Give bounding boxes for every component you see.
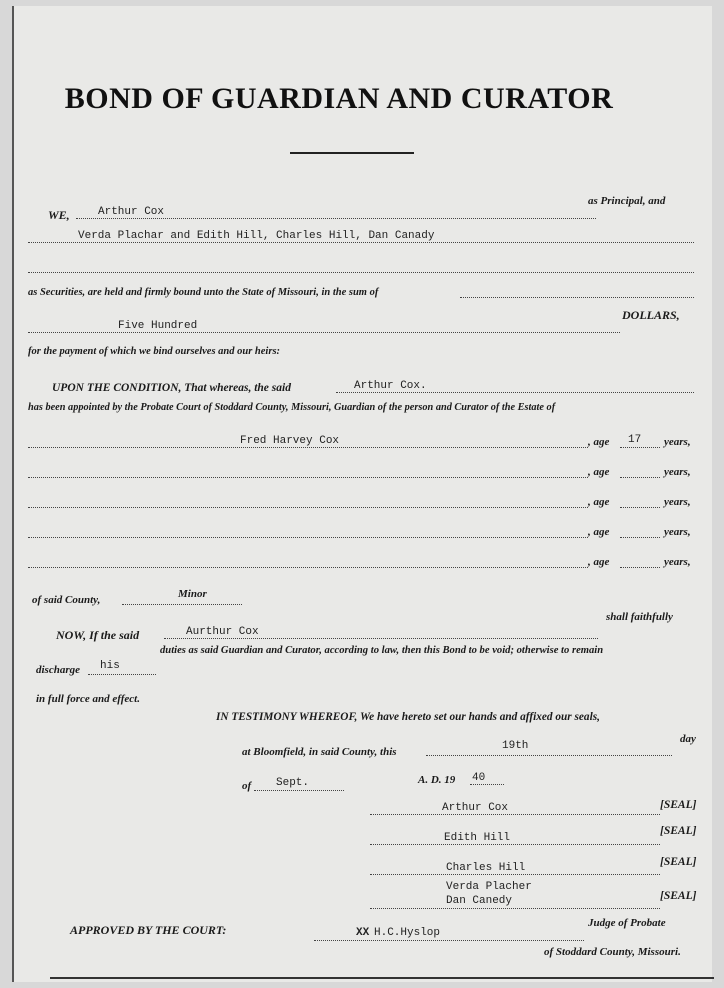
ward-name: Fred Harvey Cox (240, 435, 340, 447)
ward-line-2 (28, 477, 588, 478)
page-title: BOND OF GUARDIAN AND CURATOR (64, 82, 614, 115)
condition-label: UPON THE CONDITION, That whereas, the said (52, 382, 291, 394)
county-text: of Stoddard County, Missouri. (544, 946, 681, 958)
now-label: NOW, If the said (56, 628, 140, 642)
ward-line-5 (28, 567, 588, 568)
signature-1: Arthur Cox (442, 802, 509, 814)
age-label-5: , age (588, 556, 610, 568)
age-line-4 (620, 537, 660, 538)
age-label: , age (588, 436, 610, 448)
judge-line (314, 940, 584, 941)
ward-line (28, 447, 588, 448)
sig-line-4 (370, 908, 660, 909)
securities-line (28, 242, 694, 243)
day-label: day (680, 733, 696, 745)
sum-line-end (460, 297, 694, 298)
force-text: in full force and effect. (36, 693, 140, 705)
we-label: WE, (48, 208, 70, 222)
years-label-3: years, (664, 496, 691, 508)
month-line (254, 790, 344, 791)
pronoun: his (100, 660, 120, 672)
sig-line-1 (370, 814, 660, 815)
minor-line (122, 604, 242, 605)
sig-line-2 (370, 844, 660, 845)
age-label-3: , age (588, 496, 610, 508)
now-name: Aurthur Cox (186, 626, 259, 638)
at-text: at Bloomfield, in said County, this (242, 746, 397, 758)
signature-2: Edith Hill (444, 832, 511, 844)
judge-mark: XX (356, 927, 370, 939)
approval-label: APPROVED BY THE COURT: (70, 923, 227, 937)
signature-3: Charles Hill (446, 862, 526, 874)
duties-text: duties as said Guardian and Curator, according to law, then this Bond to be void; otherwise to remain (160, 645, 604, 656)
seal-3: [SEAL] (660, 856, 697, 868)
day-value: 19th (502, 740, 529, 752)
principal-line (76, 218, 596, 219)
faithfully-label: shall faithfully (606, 611, 673, 623)
now-line (164, 638, 598, 639)
ward-line-4 (28, 537, 588, 538)
pronoun-line (88, 674, 156, 675)
age-label-4: , age (588, 526, 610, 538)
blank-line (28, 272, 694, 273)
year-line (470, 784, 504, 785)
testimony-text: IN TESTIMONY WHEREOF, We have hereto set our hands and affixed our seals, (216, 711, 600, 723)
ward-line-3 (28, 507, 588, 508)
years-label-2: years, (664, 466, 691, 478)
seal-4: [SEAL] (660, 890, 697, 902)
signature-4: Verda Placher (446, 881, 532, 893)
minor-label: Minor (178, 588, 207, 600)
judge-name: H.C.Hyslop (374, 927, 441, 939)
principal-suffix: as Principal, and (588, 195, 666, 207)
age-line-5 (620, 567, 660, 568)
title-rule (290, 152, 414, 154)
seal-2: [SEAL] (660, 825, 697, 837)
sum-words: Five Hundred (118, 320, 198, 332)
county-label: of said County, (32, 594, 101, 606)
day-line (426, 755, 672, 756)
years-label: years, (664, 436, 691, 448)
principal-name: Arthur Cox (98, 206, 165, 218)
ad-label: A. D. 19 (418, 774, 456, 786)
judge-title: Judge of Probate (588, 917, 666, 929)
bond-document (12, 6, 712, 982)
signature-5: Dan Canedy (446, 895, 513, 907)
of-label: of (242, 780, 252, 792)
dollars-label: DOLLARS, (622, 308, 680, 322)
bottom-rule (50, 977, 714, 979)
guardian-name: Arthur Cox. (354, 380, 427, 392)
guardian-line (336, 392, 694, 393)
age-line (620, 447, 660, 448)
years-label-5: years, (664, 556, 691, 568)
year: 40 (472, 772, 486, 784)
seal-1: [SEAL] (660, 799, 697, 811)
age-line-2 (620, 477, 660, 478)
appointed-text: has been appointed by the Probate Court of Stoddard County, Missouri, Guardian of the person and Curator of the Estate of (28, 402, 556, 413)
month: Sept. (276, 777, 310, 789)
years-label-4: years, (664, 526, 691, 538)
ward-age: 17 (628, 434, 642, 446)
discharge-label: discharge (36, 664, 80, 676)
sig-line-3 (370, 874, 660, 875)
sum-line (28, 332, 620, 333)
securities-text: as Securities, are held and firmly bound unto the State of Missouri, in the sum of (28, 287, 379, 298)
securities-names: Verda Plachar and Edith Hill, Charles Hill, Dan Canady (78, 230, 435, 242)
payment-text: for the payment of which we bind ourselves and our heirs: (28, 346, 281, 357)
age-line-3 (620, 507, 660, 508)
age-label-2: , age (588, 466, 610, 478)
